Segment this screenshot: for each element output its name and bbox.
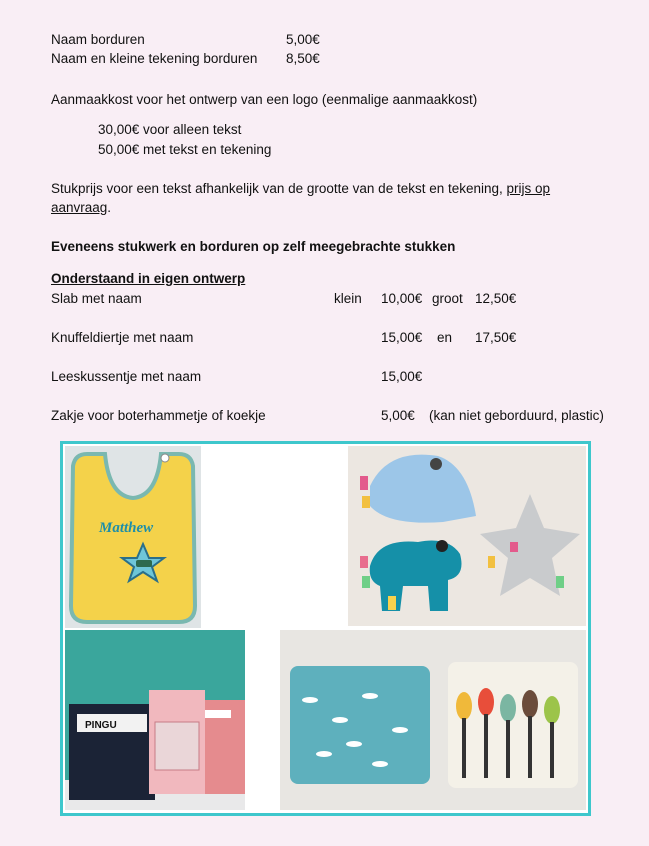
piece-price-line2 xyxy=(51,199,111,217)
embroidery-row-drawing-price: 8,50€ xyxy=(286,51,320,66)
product-bib-price-large: 12,50€ xyxy=(475,291,517,306)
product-bib-size-large: groot xyxy=(432,291,463,306)
price-on-request-link[interactable]: prijs op xyxy=(506,181,551,196)
own-design-heading: Onderstaand in eigen ontwerp xyxy=(51,271,246,286)
product-bib-name: Slab met naam xyxy=(51,291,142,306)
piece-price-text: Stukprijs voor een tekst afhankelijk van de grootte van de tekst en tekening, xyxy=(51,181,507,196)
product-bib-size-small: klein xyxy=(334,291,362,306)
product-bag-name: Zakje voor boterhammetje of koekje xyxy=(51,408,266,423)
snack-bags-photo xyxy=(280,630,586,810)
pillow-name-text: PINGU xyxy=(85,720,117,731)
photo-collage xyxy=(60,441,591,816)
bib-illustration xyxy=(65,446,201,628)
product-cuddle-price1: 15,00€ xyxy=(381,330,423,345)
logo-option-text-drawing: 50,00€ met tekst en tekening xyxy=(98,142,272,157)
product-cuddle-price2: 17,50€ xyxy=(475,330,517,345)
logo-option-text: 30,00€ voor alleen tekst xyxy=(98,122,242,137)
price-on-request-link-cont[interactable]: aanvraag xyxy=(51,200,108,215)
product-pillow-name: Leeskussentje met naam xyxy=(51,369,202,384)
product-cuddle-name: Knuffeldiertje met naam xyxy=(51,330,194,345)
pillows-photo xyxy=(65,630,245,810)
product-cuddle-conj: en xyxy=(437,330,453,345)
embroidery-row-name-price: 5,00€ xyxy=(286,32,320,47)
bib-name-text: Matthew xyxy=(99,520,154,536)
snack-bags-illustration xyxy=(280,630,586,810)
cuddle-toys-illustration xyxy=(348,446,586,626)
cuddle-toys-photo xyxy=(348,446,586,626)
product-bag-price: 5,00€ xyxy=(381,408,415,423)
embroidery-row-name-label: Naam borduren xyxy=(51,32,145,47)
pillows-illustration xyxy=(65,630,245,810)
bib-photo xyxy=(65,446,201,628)
embroidery-row-drawing-label: Naam en kleine tekening borduren xyxy=(51,51,258,66)
product-bag-note: (kan niet geborduurd, plastic) xyxy=(429,408,604,423)
piece-price-line1 xyxy=(51,180,550,198)
own-pieces-note: Eveneens stukwerk en borduren op zelf meegebrachte stukken xyxy=(51,239,456,254)
product-pillow-price: 15,00€ xyxy=(381,369,423,384)
piece-price-end: . xyxy=(107,200,112,215)
product-bib-price-small: 10,00€ xyxy=(381,291,423,306)
logo-intro: Aanmaakkost voor het ontwerp van een logo (eenmalige aanmaakkost) xyxy=(51,92,478,107)
